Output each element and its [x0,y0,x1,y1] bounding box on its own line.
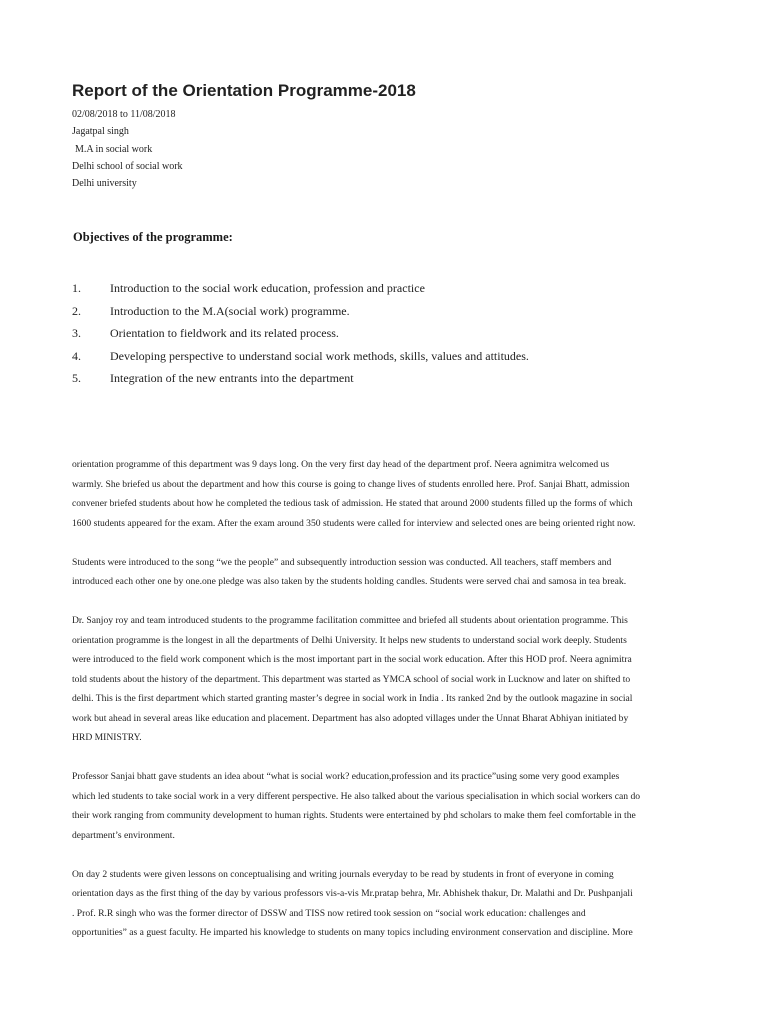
text-line: orientation programme of this department was 9 days long. On the very first day head of the department prof. Neera agnimitra welcomed us [72,459,610,470]
objective-item [72,300,529,323]
objective-text: Introduction to the social work education, profession and practice [110,281,425,295]
meta-school: Delhi school of social work [72,160,183,172]
text-line: Professor Sanjai bhatt gave students an idea about “what is social work? education,profession and its practice”using some very good examples [72,771,620,782]
meta-date-range: 02/08/2018 to 11/08/2018 [72,109,176,120]
text-line: warmly. She briefed us about the department and how this course is going to change lives of students enrolled here. Prof. Sanjai Bhatt, admission [72,478,630,490]
text-line: . Prof. R.R singh who was the former director of DSSW and TISS now retired took session on “social work education: challenges and [72,907,586,919]
text-line: work but ahead in several areas like education and placement. Department has also adopted villages under the Unnat Bharat Abhiyan initiated by [72,712,629,724]
text-line: On day 2 students were given lessons on conceptualising and writing journals everyday to be read by students in front of everyone in coming [72,868,614,880]
meta-author: Jagatpal singh [72,126,129,138]
meta-course: M.A in social work [75,143,153,155]
text-line: convener briefed students about how he completed the tedious task of admission. He stated that around 2000 students filled up the forms of which [72,498,633,509]
objectives-heading: Objectives of the programme: [73,230,233,244]
text-line: 1600 students appeared for the exam. After the exam around 350 students were called for interview and selected ones are being oriented right now. [72,517,636,529]
objective-text: Developing perspective to understand social work methods, skills, values and attitudes. [110,348,529,363]
objective-number: 4. [72,348,81,363]
objectives-list [72,277,529,390]
text-line: delhi. This is the first department which started granting master’s degree in social work in India . Its ranked 2nd by the outlook magazine in social [72,693,633,704]
objective-text: Introduction to the M.A(social work) programme. [110,303,350,318]
objective-number: 1. [72,281,81,295]
meta-university: Delhi university [72,178,137,190]
text-line: orientation days as the first thing of the day by various professors vis-a-vis Mr.pratap behra, Mr. Abhishek thakur, Dr. Malathi and Dr. Pushpanjali [72,888,633,899]
text-line: orientation programme is the longest in all the departments of Delhi University. It helps new students to understand social work deeply. Students [72,634,627,646]
text-line: Dr. Sanjoy roy and team introduced students to the programme facilitation committee and briefed all students about orientation programme. This [72,615,628,626]
objective-text: Integration of the new entrants into the department [110,371,354,385]
document-meta [72,106,183,192]
report-body [72,455,692,962]
text-line: HRD MINISTRY. [72,732,142,743]
text-line: opportunities” as a guest faculty. He imparted his knowledge to students on many topics including environment conservation and discipline. More [72,927,633,938]
objective-number: 3. [72,326,81,340]
paragraph-department-history [72,611,692,748]
text-line: told students about the history of the department. This department was started as YMCA school of social work in Lucknow and later on shifted to [72,673,631,685]
objective-text: Orientation to fieldwork and its related process. [110,326,339,340]
paragraph-social-work-idea [72,767,692,845]
text-line: introduced each other one by one.one pledge was also taken by the students holding candles. Students were served chai and samosa in tea break. [72,576,627,587]
objective-number: 5. [72,371,81,385]
document-title: Report of the Orientation Programme-2018 [72,81,416,100]
text-line: Students were introduced to the song “we the people” and subsequently introduction session was conducted. All teachers, staff members and [72,556,612,568]
document-page [72,0,692,1024]
objective-item [72,277,529,300]
paragraph-introduction-session [72,553,692,592]
paragraph-orientation-overview [72,455,692,533]
paragraph-day-two [72,865,692,943]
text-line: which led students to take social work in a very different perspective. He also talked about the various specialisation in which social workers can do [72,790,641,802]
objective-item [72,322,529,345]
text-line: their work ranging from community development to human rights. Students were entertained by phd scholars to make them feel comfortable in the [72,810,636,821]
objective-item [72,345,529,368]
objective-number: 2. [72,303,81,318]
text-line: department’s environment. [72,829,175,841]
objective-item [72,367,529,390]
text-line: were introduced to the field work component which is the most important part in the social work education. After this HOD prof. Neera agnimitra [72,654,632,665]
